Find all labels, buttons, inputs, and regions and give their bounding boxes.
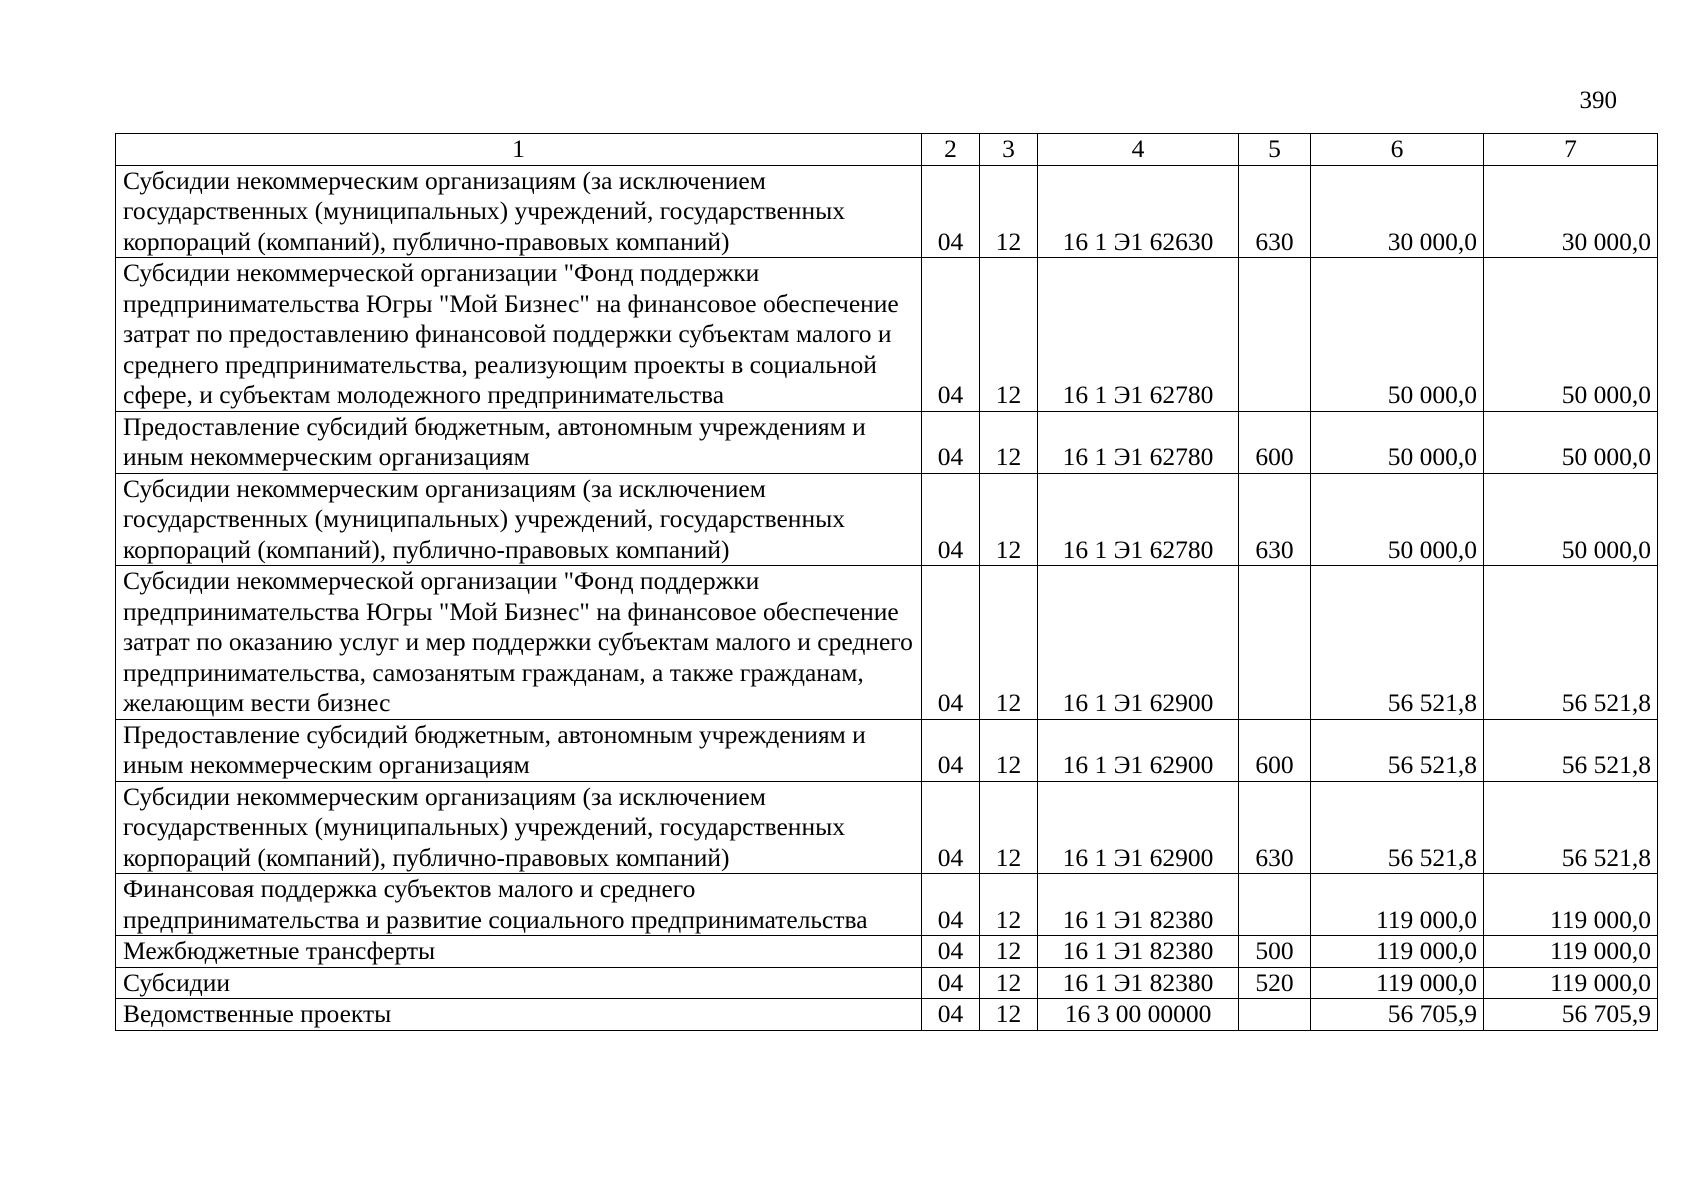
- header-cell-2: 2: [922, 134, 980, 166]
- row-amount-2: 119 000,0: [1484, 967, 1658, 999]
- row-subsection: 12: [980, 781, 1038, 874]
- row-section: 04: [922, 473, 980, 566]
- row-section: 04: [922, 936, 980, 968]
- row-section: 04: [922, 566, 980, 720]
- row-amount-2: 56 521,8: [1484, 566, 1658, 720]
- row-name: Субсидии некоммерческим организациям (за исключением государственных (муниципальных) учреждений, государственных корпораций (компаний), публично-правовых компаний): [116, 781, 922, 874]
- row-subsection: 12: [980, 967, 1038, 999]
- header-cell-3: 3: [980, 134, 1038, 166]
- table-row: [116, 936, 1658, 968]
- table-row: [116, 781, 1658, 874]
- row-section: 04: [922, 781, 980, 874]
- row-section: 04: [922, 411, 980, 473]
- row-subsection: 12: [980, 258, 1038, 412]
- table-row: [116, 473, 1658, 566]
- row-amount-2: 56 521,8: [1484, 781, 1658, 874]
- row-target-code: 16 1 Э1 62780: [1038, 411, 1239, 473]
- table-row: [116, 874, 1658, 936]
- header-cell-5: 5: [1239, 134, 1311, 166]
- row-expense-type: [1239, 874, 1311, 936]
- row-amount-1: 119 000,0: [1311, 936, 1484, 968]
- row-target-code: 16 1 Э1 62780: [1038, 473, 1239, 566]
- row-target-code: 16 1 Э1 82380: [1038, 936, 1239, 968]
- row-expense-type: 600: [1239, 719, 1311, 781]
- row-amount-1: 50 000,0: [1311, 473, 1484, 566]
- table-row: [116, 719, 1658, 781]
- row-amount-2: 50 000,0: [1484, 411, 1658, 473]
- table-body: [116, 165, 1658, 1030]
- row-target-code: 16 3 00 00000: [1038, 999, 1239, 1031]
- row-amount-2: 56 521,8: [1484, 719, 1658, 781]
- table-row: [116, 999, 1658, 1031]
- row-expense-type: 520: [1239, 967, 1311, 999]
- row-amount-2: 50 000,0: [1484, 258, 1658, 412]
- row-expense-type: 500: [1239, 936, 1311, 968]
- row-name: Субсидии некоммерческим организациям (за исключением государственных (муниципальных) учреждений, государственных корпораций (компаний), публично-правовых компаний): [116, 165, 922, 258]
- row-amount-2: 119 000,0: [1484, 936, 1658, 968]
- row-amount-1: 56 705,9: [1311, 999, 1484, 1031]
- row-amount-1: 30 000,0: [1311, 165, 1484, 258]
- row-target-code: 16 1 Э1 82380: [1038, 874, 1239, 936]
- row-name: Субсидии некоммерческой организации "Фонд поддержки предпринимательства Югры "Мой Бизнес" на финансовое обеспечение затрат по оказанию услуг и мер поддержки субъектам малого и среднего предпринимательства, самозанятым гражданам, а также гражданам, желающим вести бизнес: [116, 566, 922, 720]
- row-amount-2: 119 000,0: [1484, 874, 1658, 936]
- row-target-code: 16 1 Э1 62900: [1038, 719, 1239, 781]
- row-expense-type: 630: [1239, 165, 1311, 258]
- row-expense-type: [1239, 258, 1311, 412]
- row-name: Предоставление субсидий бюджетным, автономным учреждениям и иным некоммерческим организациям: [116, 411, 922, 473]
- table-row: [116, 566, 1658, 720]
- row-amount-1: 56 521,8: [1311, 719, 1484, 781]
- row-amount-1: 50 000,0: [1311, 411, 1484, 473]
- row-name: Ведомственные проекты: [116, 999, 922, 1031]
- page-number: 390: [1579, 87, 1617, 114]
- row-subsection: 12: [980, 874, 1038, 936]
- row-subsection: 12: [980, 719, 1038, 781]
- row-section: 04: [922, 258, 980, 412]
- row-subsection: 12: [980, 165, 1038, 258]
- row-subsection: 12: [980, 566, 1038, 720]
- row-amount-1: 119 000,0: [1311, 967, 1484, 999]
- row-section: 04: [922, 967, 980, 999]
- row-expense-type: [1239, 566, 1311, 720]
- row-subsection: 12: [980, 411, 1038, 473]
- row-expense-type: 630: [1239, 781, 1311, 874]
- row-expense-type: 600: [1239, 411, 1311, 473]
- budget-table: [115, 133, 1658, 1031]
- header-cell-1: 1: [116, 134, 922, 166]
- row-name: Финансовая поддержка субъектов малого и среднего предпринимательства и развитие социального предпринимательства: [116, 874, 922, 936]
- row-section: 04: [922, 719, 980, 781]
- row-amount-2: 50 000,0: [1484, 473, 1658, 566]
- row-subsection: 12: [980, 999, 1038, 1031]
- row-amount-1: 119 000,0: [1311, 874, 1484, 936]
- header-cell-4: 4: [1038, 134, 1239, 166]
- row-amount-1: 50 000,0: [1311, 258, 1484, 412]
- header-row: [116, 134, 1658, 166]
- row-name: Предоставление субсидий бюджетным, автономным учреждениям и иным некоммерческим организациям: [116, 719, 922, 781]
- row-name: Субсидии некоммерческой организации "Фонд поддержки предпринимательства Югры "Мой Бизнес" на финансовое обеспечение затрат по предоставлению финансовой поддержки субъектам малого и среднего предпринимательства, реализующим проекты в социальной сфере, и субъектам молодежного предпринимательства: [116, 258, 922, 412]
- row-target-code: 16 1 Э1 62900: [1038, 566, 1239, 720]
- table-header: [116, 134, 1658, 166]
- row-section: 04: [922, 999, 980, 1031]
- row-section: 04: [922, 874, 980, 936]
- row-section: 04: [922, 165, 980, 258]
- row-amount-2: 56 705,9: [1484, 999, 1658, 1031]
- table-row: [116, 258, 1658, 412]
- table-row: [116, 967, 1658, 999]
- table-row: [116, 411, 1658, 473]
- row-name: Межбюджетные трансферты: [116, 936, 922, 968]
- row-target-code: 16 1 Э1 62630: [1038, 165, 1239, 258]
- row-amount-2: 30 000,0: [1484, 165, 1658, 258]
- header-cell-6: 6: [1311, 134, 1484, 166]
- row-target-code: 16 1 Э1 62900: [1038, 781, 1239, 874]
- header-cell-7: 7: [1484, 134, 1658, 166]
- row-subsection: 12: [980, 473, 1038, 566]
- row-amount-1: 56 521,8: [1311, 566, 1484, 720]
- row-expense-type: 630: [1239, 473, 1311, 566]
- row-target-code: 16 1 Э1 82380: [1038, 967, 1239, 999]
- row-target-code: 16 1 Э1 62780: [1038, 258, 1239, 412]
- row-amount-1: 56 521,8: [1311, 781, 1484, 874]
- row-expense-type: [1239, 999, 1311, 1031]
- table-row: [116, 165, 1658, 258]
- row-subsection: 12: [980, 936, 1038, 968]
- row-name: Субсидии некоммерческим организациям (за исключением государственных (муниципальных) учреждений, государственных корпораций (компаний), публично-правовых компаний): [116, 473, 922, 566]
- row-name: Субсидии: [116, 967, 922, 999]
